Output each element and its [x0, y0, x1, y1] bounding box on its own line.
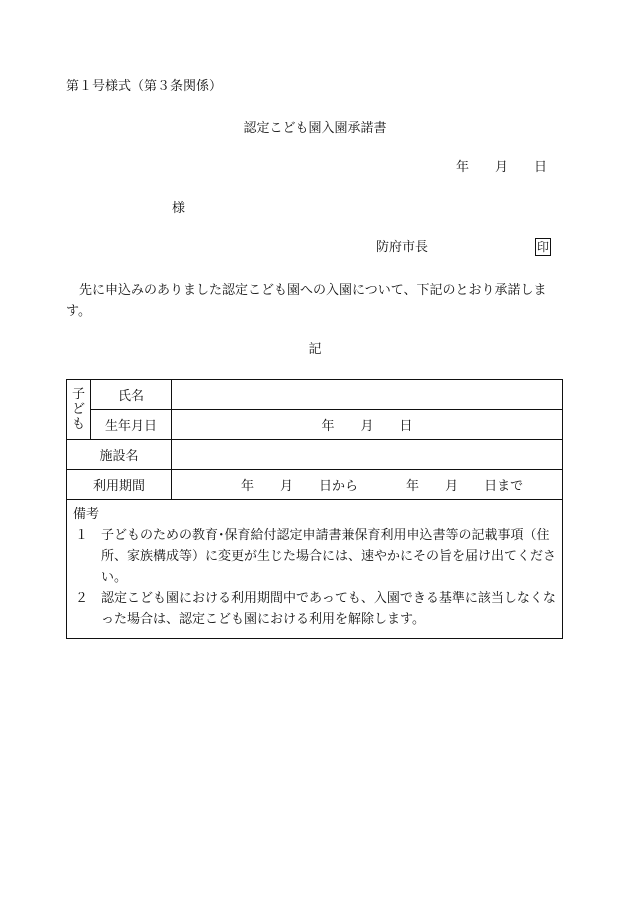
issue-date [456, 160, 547, 176]
addressee-suffix: 様 [172, 201, 186, 216]
table-row-facility [67, 440, 563, 470]
period-from-year: 年 [241, 479, 255, 494]
period-to-suffix: 日まで [484, 479, 524, 494]
date-year-label: 年 [456, 160, 470, 175]
body-paragraph: 先に申込みのありました認定こども園への入園について、下記のとおり承諾します。 [66, 283, 547, 319]
note-number: ２ [75, 591, 89, 606]
table-row-name [67, 380, 563, 410]
date-day-label: 日 [534, 160, 548, 175]
form-number: 第１号様式（第３条関係） [66, 79, 223, 94]
dob-month-label: 月 [360, 419, 374, 434]
period-label: 利用期間 [67, 470, 172, 500]
facility-field[interactable] [172, 440, 563, 470]
note-item [73, 525, 556, 588]
period-field[interactable] [172, 470, 563, 500]
name-field[interactable] [172, 380, 563, 410]
child-label-char: も [71, 417, 85, 432]
table-row-period [67, 470, 563, 500]
table-row-dob [67, 410, 563, 440]
facility-label: 施設名 [67, 440, 172, 470]
child-label-char: ど [71, 402, 85, 417]
note-text: 認定こども園における利用期間中であっても、入園できる基準に該当しなくなった場合は、認定こども園における利用を解除します。 [101, 591, 556, 627]
notes-cell [67, 500, 563, 639]
child-label-char: 子 [71, 387, 85, 402]
dob-day-label: 日 [399, 419, 413, 434]
approval-table [66, 379, 563, 639]
notes-title: 備考 [73, 507, 100, 522]
dob-year-label: 年 [321, 419, 335, 434]
period-to-year: 年 [406, 479, 420, 494]
dob-label: 生年月日 [91, 410, 172, 440]
document-title: 認定こども園入園承諾書 [243, 121, 387, 136]
seal-mark: 印 [536, 240, 549, 254]
date-month-label: 月 [495, 160, 509, 175]
period-to-month: 月 [445, 479, 459, 494]
table-row-notes [67, 500, 563, 639]
ki-heading: 記 [308, 342, 322, 357]
period-from-month: 月 [280, 479, 294, 494]
period-from-suffix: 日から [319, 479, 359, 494]
note-number: １ [75, 528, 89, 543]
name-label: 氏名 [91, 380, 172, 410]
dob-field[interactable] [172, 410, 563, 440]
note-text: 子どものための教育･保育給付認定申請書兼保育利用申込書等の記載事項（住所、家族構成等）に変更が生じた場合には、速やかにその旨を届け出てください。 [101, 528, 557, 585]
note-item [73, 588, 556, 630]
child-label-cell [67, 380, 91, 440]
issuer-title: 防府市長 [376, 240, 429, 255]
